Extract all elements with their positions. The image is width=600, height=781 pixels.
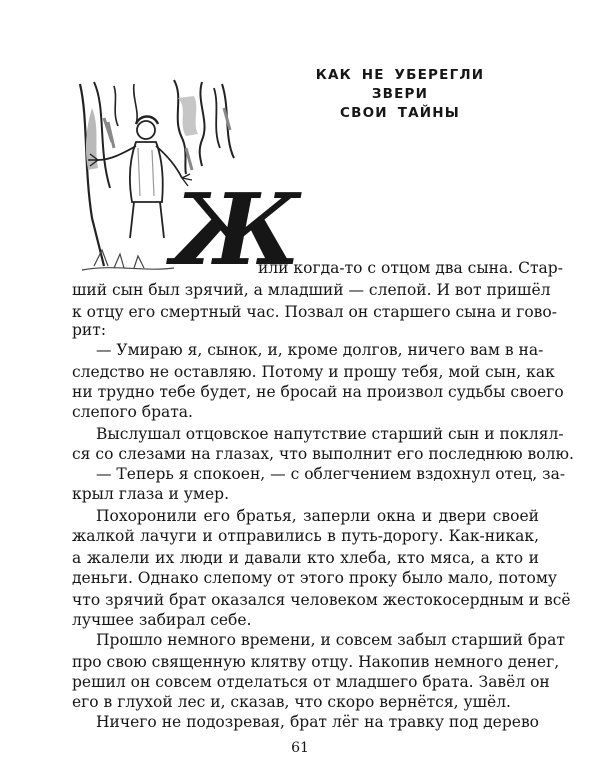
text-line: ся со слезами на глазах, что выполнит его последнюю волю. <box>72 445 574 463</box>
text-line: деньги. Однако слепому от этого проку было мало, потому <box>72 569 557 587</box>
text-line: ни трудно тебе будет, не бросай на произвол судьбы своего <box>72 383 564 401</box>
text-line: следство не оставляю. Потому и прошу тебя, мой сын, как <box>72 363 555 381</box>
text-line: крыл глаза и умер. <box>72 485 230 503</box>
title-line-1: КАК НЕ УБЕРЕГЛИ <box>315 67 485 83</box>
text-line: ший сын был зрячий, а младший — слепой. И вот пришёл <box>72 281 551 299</box>
text-line: Прошло немного времени, и совсем забыл старший брат <box>96 631 565 649</box>
text-line: жалкой лачуги и отправились в путь-дорогу. Как-никак, <box>72 527 539 545</box>
title-line-3: СВОИ ТАЙНЫ <box>340 105 460 121</box>
text-line: Ничего не подозревая, брат лёг на травку под дерево <box>96 713 539 731</box>
text-line: — Умираю я, сынок, и, кроме долгов, ничего вам в на- <box>96 341 544 359</box>
text-line: или когда-то с отцом два сына. Стар- <box>258 259 563 277</box>
text-line: что зрячий брат оказался человеком жестокосердным и всё <box>72 591 571 609</box>
text-line: слепого брата. <box>72 403 193 421</box>
text-line: его в глухой лес и, сказав, что скоро вернётся, ушёл. <box>72 693 511 711</box>
text-line: Выслушал отцовское напутствие старший сын и поклял- <box>96 425 564 443</box>
text-line: к отцу его смертный час. Позвал он старшего сына и гово- <box>72 303 557 321</box>
text-line: — Теперь я спокоен, — с облегчением вздохнул отец, за- <box>96 465 566 483</box>
text-line: Похоронили его братья, заперли окна и двери своей <box>96 507 539 525</box>
text-line: про свою священную клятву отцу. Накопив немного денег, <box>72 653 560 671</box>
drop-cap: Ж <box>172 173 301 288</box>
story-title <box>285 66 515 123</box>
title-line-2: ЗВЕРИ <box>371 86 429 102</box>
text-line: решил он совсем отделаться от младшего брата. Завёл он <box>72 673 550 691</box>
text-line: рит: <box>72 321 107 339</box>
text-line: лучшее забирал себе. <box>72 611 252 629</box>
page-number: 61 <box>291 740 309 756</box>
text-line: а жалели их люди и давали кто хлеба, кто мяса, а кто и <box>72 549 539 567</box>
